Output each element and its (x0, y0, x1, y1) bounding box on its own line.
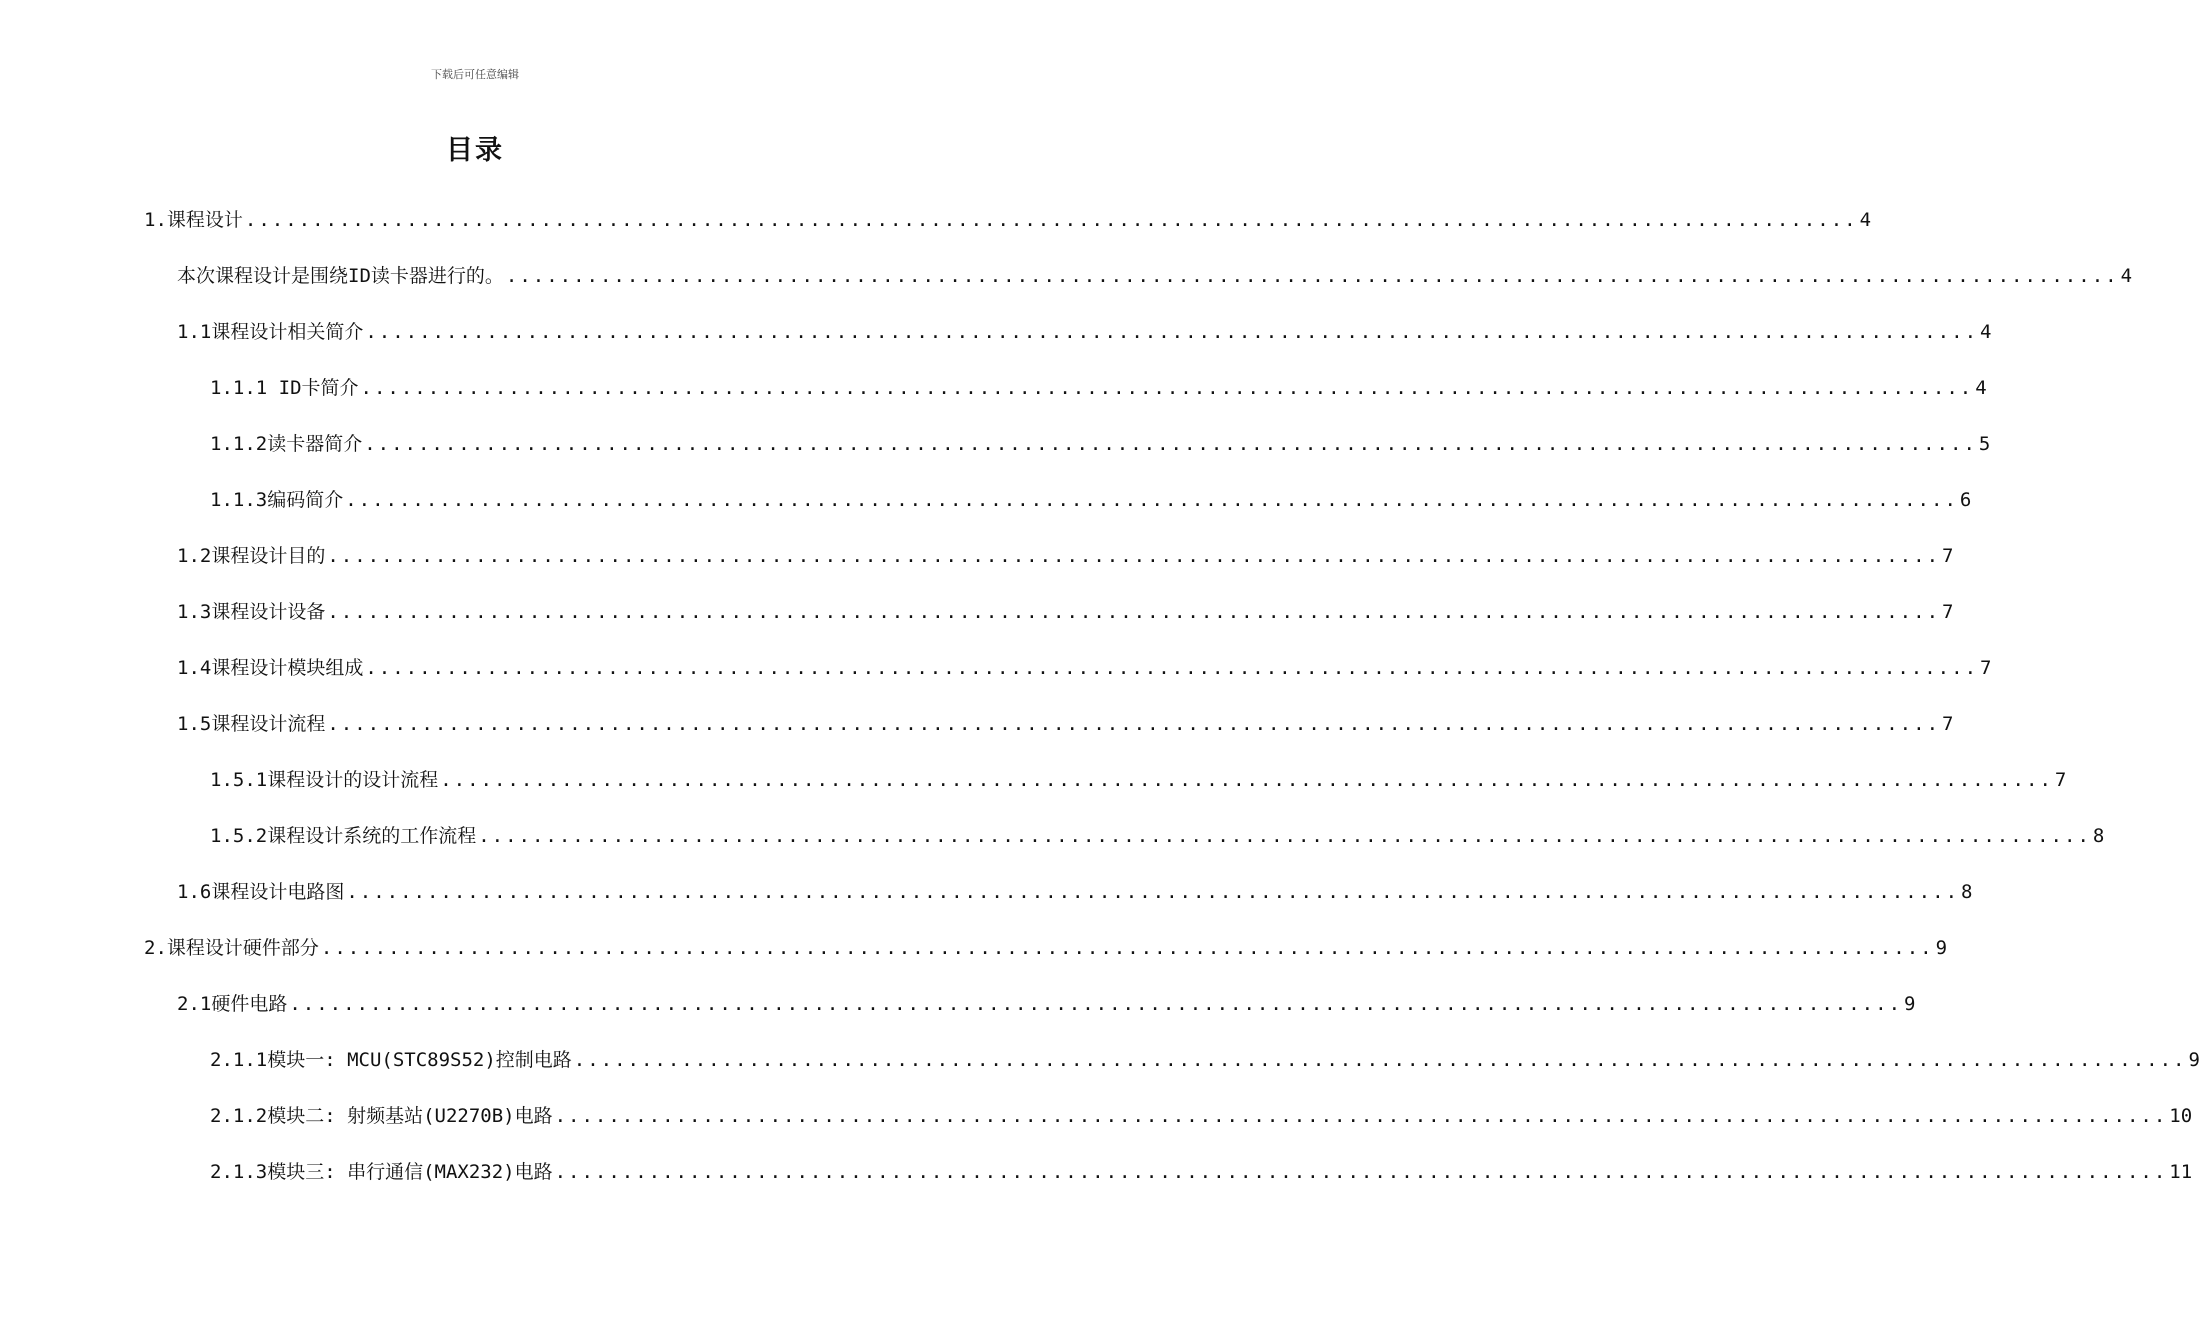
toc-entry[interactable] (177, 312, 1992, 352)
toc-entry-label: 1.5.2课程设计系统的工作流程 (210, 825, 477, 847)
dot-leader: ........................................................................................................................ (346, 881, 1960, 903)
toc-entry-page: 7 (2054, 769, 2067, 791)
toc-entry-page: 9 (2188, 1049, 2200, 1071)
dot-leader: ........................................................................................................................ (554, 1161, 2168, 1183)
toc-entry[interactable] (210, 760, 2067, 800)
toc-entry[interactable] (144, 200, 1872, 240)
dot-leader: ........................................................................................................................ (440, 769, 2053, 791)
toc-entry-label: 本次课程设计是围绕ID读卡器进行的。 (177, 265, 504, 287)
toc-entry[interactable] (210, 480, 1972, 520)
dot-leader: ........................................................................................................................ (554, 1105, 2168, 1127)
dot-leader: ........................................................................................................................ (573, 1049, 2187, 1071)
toc-entry[interactable] (177, 648, 1992, 688)
toc-entry-label: 1.3课程设计设备 (177, 601, 326, 623)
toc-entry[interactable] (210, 1096, 2193, 1136)
toc-entry-label: 1.课程设计 (144, 209, 243, 231)
toc-entry[interactable] (177, 704, 1954, 744)
toc-entry[interactable] (177, 256, 2133, 296)
toc-entry[interactable] (177, 592, 1954, 632)
header-note: 下载后可任意编辑 (431, 68, 519, 81)
toc-entry-label: 1.6课程设计电路图 (177, 881, 345, 903)
toc-entry-page: 7 (1942, 545, 1954, 567)
dot-leader: ........................................................................................................................ (244, 209, 1858, 231)
dot-leader: ........................................................................................................................ (320, 937, 1934, 959)
toc-entry[interactable] (210, 424, 1991, 464)
toc-entry-page: 4 (1975, 377, 1987, 399)
dot-leader: ........................................................................................................................ (289, 993, 1903, 1015)
toc-entry-label: 2.1.3模块三: 串行通信(MAX232)电路 (210, 1161, 553, 1183)
toc-entry[interactable] (210, 368, 1987, 408)
dot-leader: ........................................................................................................................ (327, 601, 1941, 623)
toc-entry-page: 5 (1978, 433, 1991, 455)
toc-entry[interactable] (210, 1040, 2200, 1080)
dot-leader: ........................................................................................................................ (327, 545, 1941, 567)
toc-entry-label: 1.5.1课程设计的设计流程 (210, 769, 439, 791)
toc-entry[interactable] (177, 872, 1973, 912)
toc-entry[interactable] (177, 536, 1954, 576)
toc-entry-page: 4 (1859, 209, 1872, 231)
dot-leader: ........................................................................................................................ (478, 825, 2091, 847)
dot-leader: ........................................................................................................................ (360, 377, 1974, 399)
toc-entry-page: 9 (1935, 937, 1948, 959)
toc-entry-page: 7 (1942, 601, 1954, 623)
dot-leader: ........................................................................................................................ (505, 265, 2119, 287)
toc-entry-page: 9 (1904, 993, 1916, 1015)
toc-entry-page: 8 (2092, 825, 2105, 847)
toc-entry-label: 1.1课程设计相关简介 (177, 321, 364, 343)
toc-entry[interactable] (144, 928, 1948, 968)
dot-leader: ........................................................................................................................ (365, 657, 1979, 679)
toc-entry[interactable] (210, 1152, 2193, 1192)
toc-entry-page: 7 (1980, 657, 1992, 679)
toc-entry-label: 1.4课程设计模块组成 (177, 657, 364, 679)
toc-entry-label: 1.5课程设计流程 (177, 713, 326, 735)
toc-title: 目录 (446, 135, 504, 166)
toc-entry-label: 1.1.1 ID卡简介 (210, 377, 359, 399)
toc-entry-page: 11 (2169, 1161, 2193, 1183)
toc-entry-page: 7 (1942, 713, 1954, 735)
toc-entry-label: 2.1硬件电路 (177, 993, 288, 1015)
toc-entry-page: 4 (1980, 321, 1992, 343)
dot-leader: ........................................................................................................................ (327, 713, 1941, 735)
toc-entry-page: 10 (2169, 1105, 2193, 1127)
toc-entry[interactable] (177, 984, 1916, 1024)
dot-leader: ........................................................................................................................ (364, 433, 1977, 455)
toc-entry-page: 4 (2120, 265, 2133, 287)
dot-leader: ........................................................................................................................ (345, 489, 1958, 511)
toc-entry-label: 1.1.2读卡器简介 (210, 433, 363, 455)
toc-entry-label: 2.课程设计硬件部分 (144, 937, 319, 959)
dot-leader: ........................................................................................................................ (365, 321, 1979, 343)
toc-entry-label: 2.1.1模块一: MCU(STC89S52)控制电路 (210, 1049, 572, 1071)
toc-entry-page: 6 (1959, 489, 1972, 511)
toc-entry-page: 8 (1961, 881, 1973, 903)
toc-entry[interactable] (210, 816, 2105, 856)
toc-entry-label: 1.1.3编码简介 (210, 489, 344, 511)
toc-entry-label: 2.1.2模块二: 射频基站(U2270B)电路 (210, 1105, 553, 1127)
toc-entry-label: 1.2课程设计目的 (177, 545, 326, 567)
